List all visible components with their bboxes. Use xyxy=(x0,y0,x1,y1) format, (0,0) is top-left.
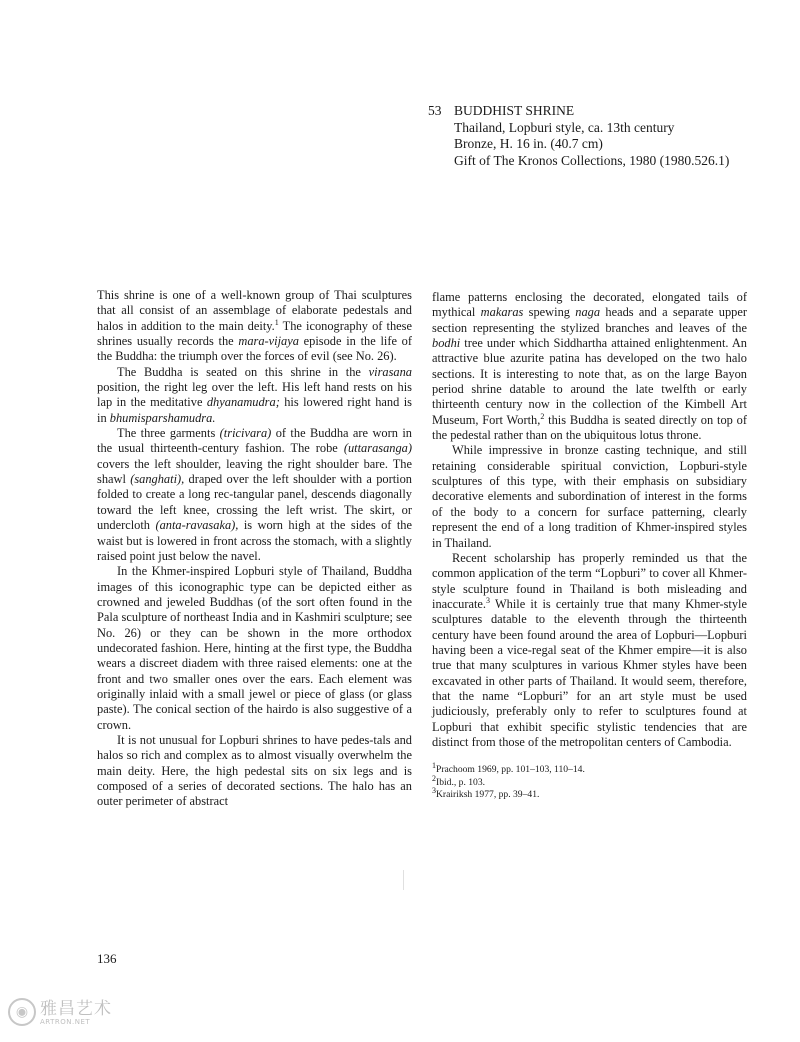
paragraph: Recent scholarship has properly reminded us that the common application of the term “Lopburi” to cover all Khmer-style sculpture found in Thailand is both misleading and inaccurate.$^3$ While it is certainly true that many Khmer-style sculptures datable to the eleventh through the thirteenth century have been found around the area of Lopburi—Lopburi having been a vice-regal seat of the Khmer empire—it is also true that many sculptures in various Khmer styles have been excavated in other parts of Thailand. It would seem, therefore, that the name “Lopburi” for an art style must be used judiciously, preferably only to refer to sculptures found at Lopburi that exhibit specific stylistic tendencies that are distinct from those of the metropolitan centers of Cambodia. xyxy=(432,550,747,749)
watermark-sub: ARTRON.NET xyxy=(40,1017,91,1026)
page-number: 136 xyxy=(97,951,117,966)
footnote: $^2$Ibid., p. 103. xyxy=(432,773,486,788)
paragraph: This shrine is one of a well-known group of Thai sculptures that all consist of an assemblage of elaborate pedestals and halos in addition to the main deity.$^1$ The iconography of these shrines usually records the mara-vijaya episode in the life of the Buddha: the triumph over the forces of evil (see No. 26). xyxy=(97,288,412,364)
caption-medium: Bronze, H. 16 in. (40.7 cm) xyxy=(454,136,603,152)
paragraph: In the Khmer-inspired Lopburi style of Thailand, Buddha images of this iconographic type can be depicted either as crowned and jeweled Buddhas (of the sort often found in the Pala sculpture of northeast India and in Kashmiri sculpture; see No. 26) or they can be shown in the more orthodox undecorated fashion. Here, hinting at the first type, the Buddha wears a discreet diadem with three raised elements: one at the front and two smaller ones over the ears. Each element was originally inlaid with a small jewel or piece of glass (or glass paste). The conical section of the hairdo is also suggestive of a crown. xyxy=(97,564,412,732)
caption-origin: Thailand, Lopburi style, ca. 13th century xyxy=(454,119,675,135)
footnotes xyxy=(432,761,747,801)
footnote-ref: 1 xyxy=(274,317,279,327)
footnote: $^1$Prachoom 1969, pp. 101–103, 110–14. xyxy=(432,761,585,776)
watermark-text: 雅昌艺术 xyxy=(40,998,112,1019)
gutter-mark xyxy=(403,870,404,890)
footnote-ref: 3 xyxy=(486,595,490,605)
figure-caption xyxy=(428,103,729,169)
paragraph: The Buddha is seated on this shrine in the virasana position, the right leg over the left. His left hand rests on his lap in the meditative dhyanamudra; his lowered right hand is in bhumisparshamudra. xyxy=(97,364,412,425)
paragraph: While impressive in bronze casting technique, and still retaining considerable spiritual conviction, Lopburi-style sculptures of this type, with their emphasis on subsidiary decorative elements and subordination of interest in the forms of the body to a concern for surface patterning, clearly represent the end of a long tradition of Khmer-inspired styles in Thailand. xyxy=(432,443,747,550)
camera-lens-icon: ◉ xyxy=(8,998,36,1026)
footnote: $^3$Krairiksh 1977, pp. 39–41. xyxy=(432,785,540,801)
left-text-column xyxy=(97,288,412,810)
right-text-column xyxy=(432,290,747,802)
paragraph: flame patterns enclosing the decorated, elongated tails of mythical makaras spewing naga heads and a separate upper section representing the stylized branches and leaves of the bodhi tree under which Siddhartha attained enlightenment. An attractive blue azurite patina has developed on the two halo sections. It is interesting to note that, as on the large Bayon period shrine datable to around the late twelfth or early thirteenth century now in the collection of the Kimbell Art Museum, Fort Worth,$^2$ this Buddha is seated directly on top of the pedestal rather than on the ubiquitous lotus throne. xyxy=(432,290,748,443)
paragraph: The three garments (tricivara) of the Buddha are worn in the usual thirteenth-century fashion. The robe (uttarasanga) covers the left shoulder, leaving the right shoulder bare. The shawl (sanghati), draped over the left shoulder with a portion folded to create a long rec-tangular panel, descends diagonally toward the left knee, crossing the left wrist. The skirt, or undercloth (anta-ravasaka), is worn high at the sides of the waist but is lowered in front across the stomach, with a slightly raised point just below the navel. xyxy=(97,426,412,563)
footnote-ref: 2 xyxy=(540,411,545,421)
caption-credit: Gift of The Kronos Collections, 1980 (1980.526.1) xyxy=(454,152,730,168)
catalog-number: 53 xyxy=(428,103,442,118)
paragraph: It is not unusual for Lopburi shrines to have pedes-tals and halos so rich and complex as to almost visually overwhelm the main deity. Here, the high pedestal sits on six legs and is composed of a series of decorated sections. The halo has an outer perimeter of abstract xyxy=(97,732,412,809)
watermark xyxy=(8,998,112,1026)
caption-title: BUDDHIST SHRINE xyxy=(454,103,575,118)
